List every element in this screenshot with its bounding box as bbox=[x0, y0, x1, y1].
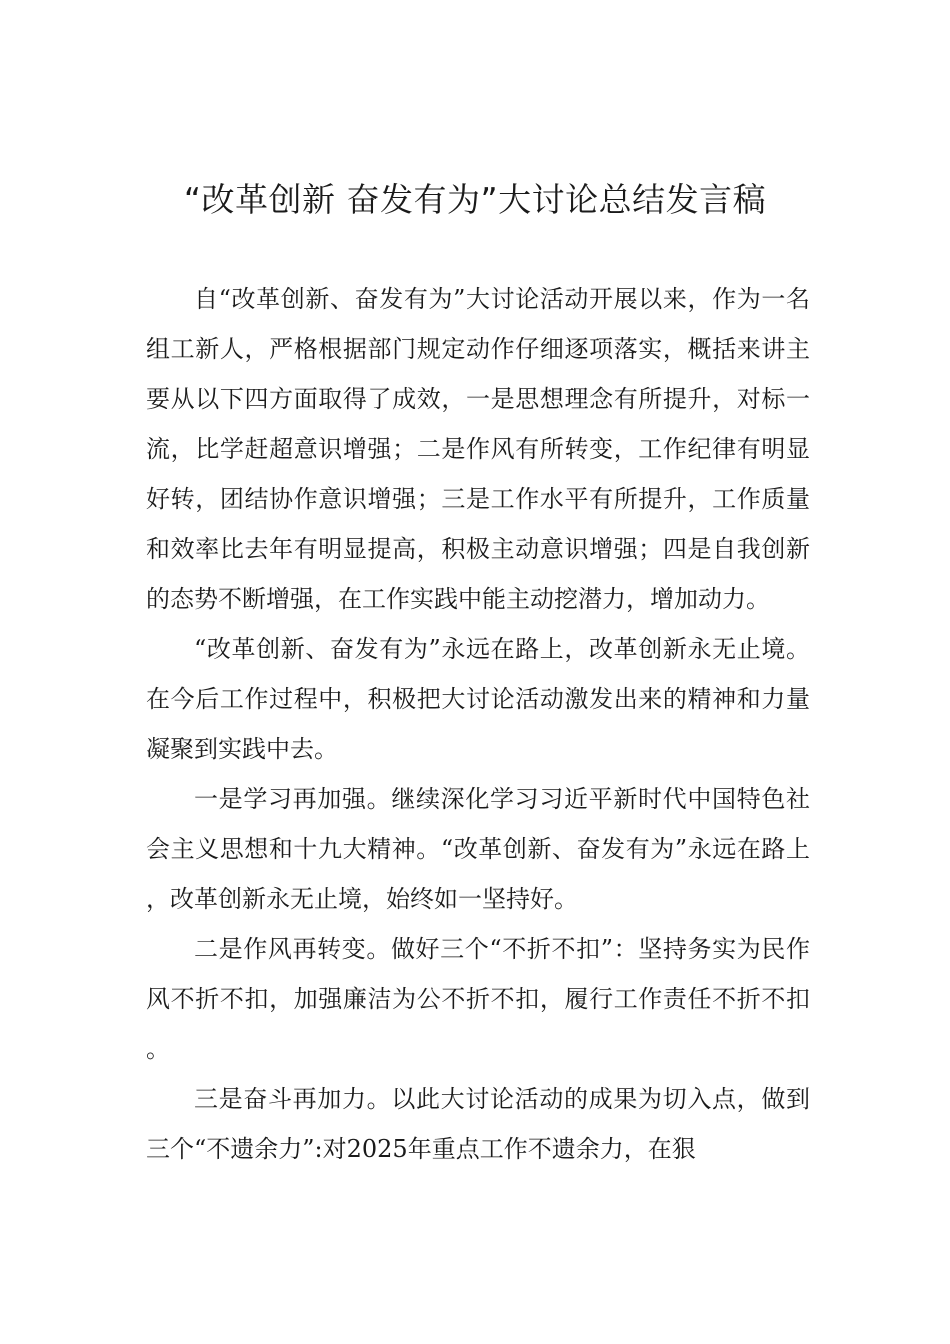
paragraph-style: 二是作风再转变。做好三个“不折不扣”：坚持务实为民作风不折不扣，加强廉洁为公不折不扣，履行工作责任不折不扣。 bbox=[146, 935, 810, 1063]
paragraph-outlook: “改革创新、奋发有为”永远在路上，改革创新永无止境。在今后工作过程中，积极把大讨论活动激发出来的精神和力量凝聚到实践中去。 bbox=[146, 635, 810, 763]
paragraph-study: 一是学习再加强。继续深化学习习近平新时代中国特色社会主义思想和十九大精神。“改革创新、奋发有为”永远在路上，改革创新永无止境，始终如一坚持好。 bbox=[146, 785, 810, 913]
paragraph-intro: 自“改革创新、奋发有为”大讨论活动开展以来，作为一名组工新人，严格根据部门规定动作仔细逐项落实，概括来讲主要从以下四方面取得了成效，一是思想理念有所提升，对标一流，比学赶超意识增强；二是作风有所转变，工作纪律有明显好转，团结协作意识增强；三是工作水平有所提升，工作质量和效率比去年有明显提高，积极主动意识增强；四是自我创新的态势不断增强，在工作实践中能主动挖潜力，增加动力。 bbox=[146, 285, 810, 613]
document-body bbox=[146, 274, 810, 1174]
document-title: “改革创新 奋发有为”大讨论总结发言稿 bbox=[183, 180, 767, 219]
paragraph-effort: 三是奋斗再加力。以此大讨论活动的成果为切入点，做到三个“不遗余力”:对2025年重点工作不遗余力，在狠 bbox=[146, 1085, 810, 1163]
